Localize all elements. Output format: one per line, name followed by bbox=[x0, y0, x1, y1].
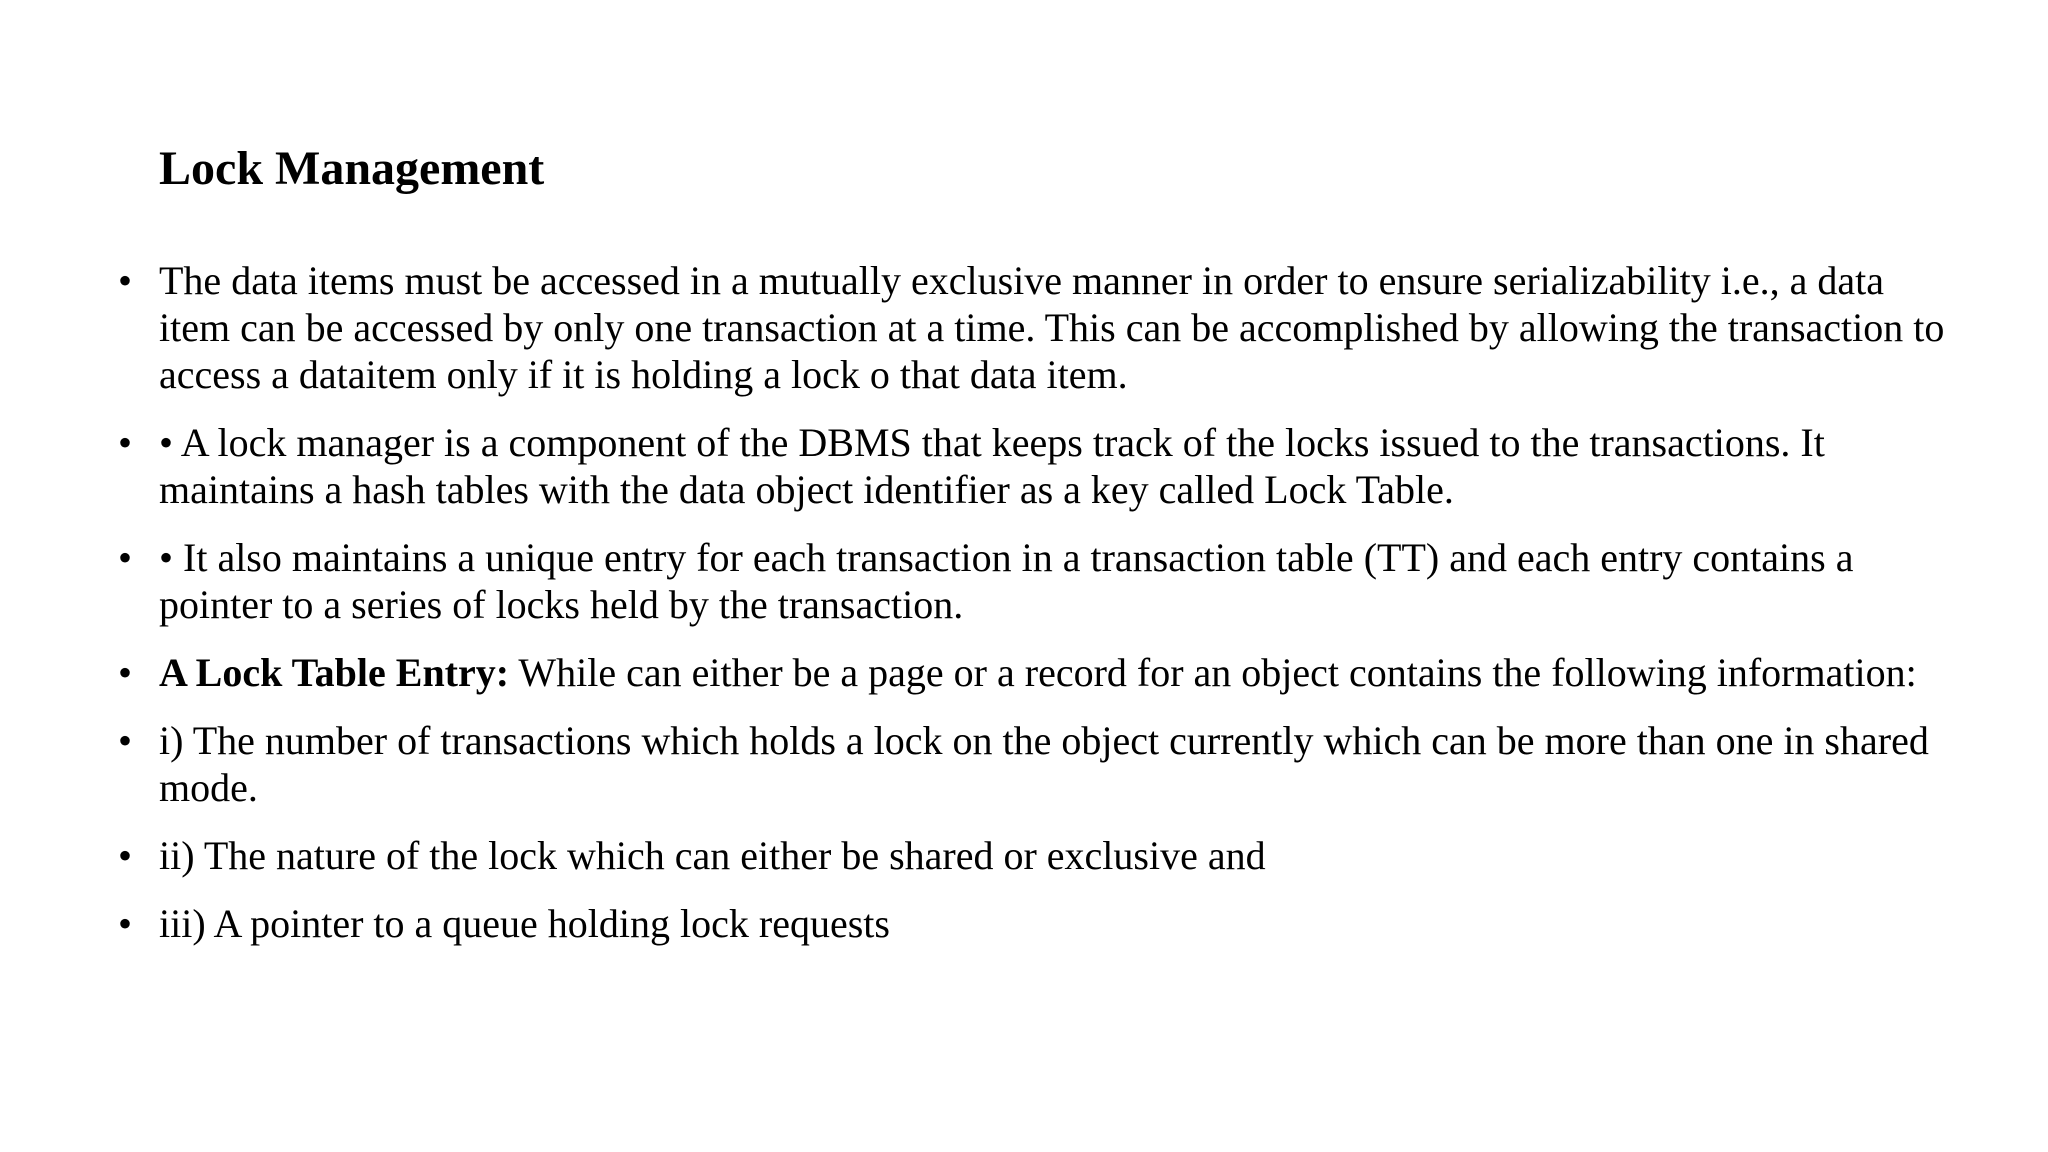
bullet-dot-icon: • bbox=[118, 901, 133, 946]
bullet-dot-icon: • bbox=[118, 833, 133, 878]
bullet-text: • It also maintains a unique entry for each transaction in a transaction table (TT) and each entry contains a pointer to a series of locks held by the transaction. bbox=[159, 535, 1854, 627]
bullet-item bbox=[0, 900, 1960, 947]
bullet-item bbox=[0, 534, 1960, 628]
bullet-text: ii) The nature of the lock which can either be shared or exclusive and bbox=[159, 833, 1266, 878]
bullet-bold-lead: A Lock Table Entry: bbox=[159, 650, 510, 695]
bullet-list bbox=[0, 257, 1960, 968]
bullet-item bbox=[0, 832, 1960, 879]
bullet-text: The data items must be accessed in a mutually exclusive manner in order to ensure serializability i.e., a data item can be accessed by only one transaction at a time. This can be accomplished by allowing the transaction to access a dataitem only if it is holding a lock o that data item. bbox=[159, 258, 1945, 397]
bullet-dot-icon: • bbox=[118, 535, 133, 580]
bullet-text: iii) A pointer to a queue holding lock requests bbox=[159, 901, 890, 946]
slide-title: Lock Management bbox=[159, 142, 545, 195]
bullet-item bbox=[0, 257, 1960, 398]
bullet-text: i) The number of transactions which holds a lock on the object currently which can be more than one in shared mode. bbox=[159, 718, 1929, 810]
bullet-dot-icon: • bbox=[118, 420, 133, 465]
bullet-item bbox=[0, 419, 1960, 513]
bullet-text: While can either be a page or a record for an object contains the following information: bbox=[509, 650, 1917, 695]
bullet-dot-icon: • bbox=[118, 650, 133, 695]
bullet-dot-icon: • bbox=[118, 718, 133, 763]
bullet-dot-icon: • bbox=[118, 258, 133, 303]
bullet-text: • A lock manager is a component of the DBMS that keeps track of the locks issued to the transactions. It maintains a hash tables with the data object identifier as a key called Lock Table. bbox=[159, 420, 1825, 512]
bullet-item bbox=[0, 717, 1960, 811]
bullet-item bbox=[0, 649, 1960, 696]
